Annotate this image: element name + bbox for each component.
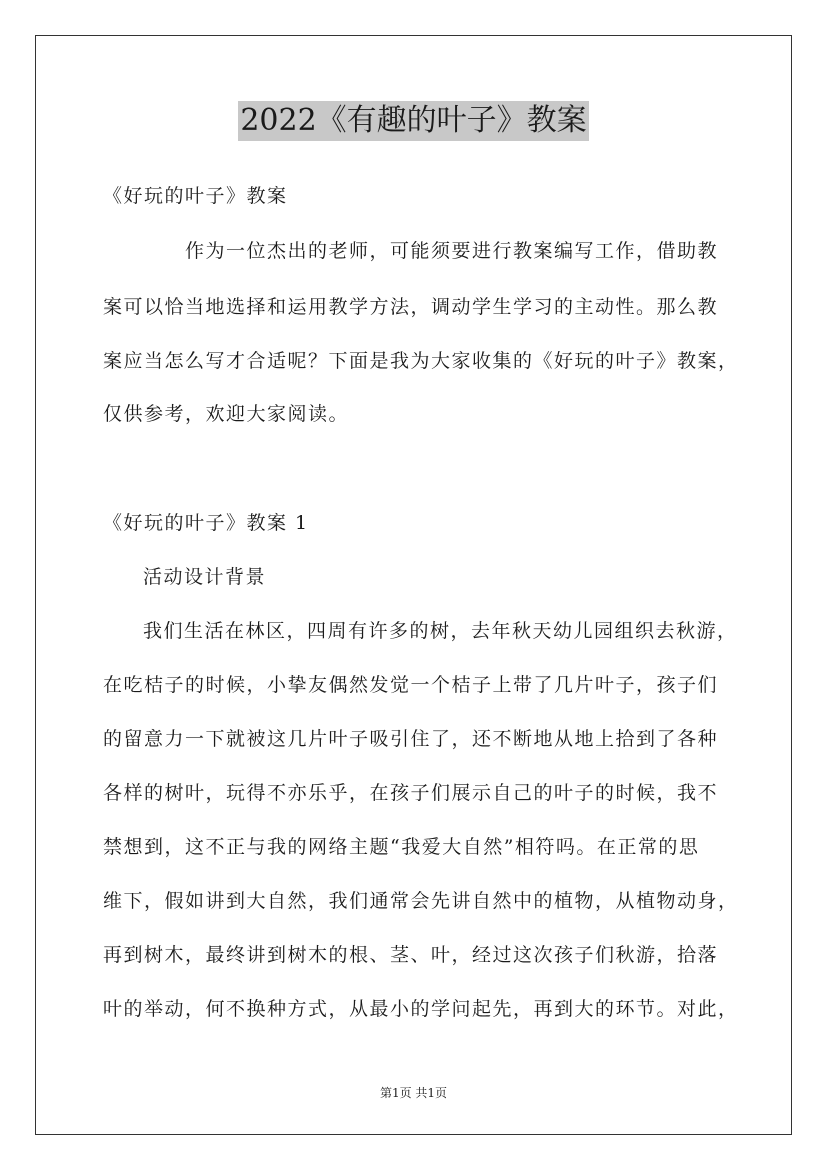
page-footer: 第1页 共1页 <box>379 1086 448 1100</box>
body-line-4: 各样的树叶，玩得不亦乐乎，在孩子们展示自己的叶子的时候，我不 <box>103 782 719 804</box>
body-line-2: 在吃桔子的时候，小挚友偶然发觉一个桔子上带了几片叶子，孩子们 <box>103 674 719 696</box>
body-line-1: 我们生活在林区，四周有许多的树，去年秋天幼儿园组织去秋游， <box>143 620 738 642</box>
intro-line-3: 案应当怎么写才合适呢？下面是我为大家收集的《好玩的叶子》教案， <box>103 350 739 372</box>
body-line-6: 维下，假如讲到大自然，我们通常会先讲自然中的植物，从植物动身， <box>103 890 739 912</box>
body-line-3: 的留意力一下就被这几片叶子吸引住了，还不断地从地上拾到了各种 <box>103 728 719 750</box>
title-container <box>0 101 827 141</box>
intro-line-4: 仅供参考，欢迎大家阅读。 <box>103 403 350 425</box>
section-heading: 《好玩的叶子》教案 1 <box>103 512 309 534</box>
body-line-7: 再到树木，最终讲到树木的根、茎、叶，经过这次孩子们秋游，拾落 <box>103 944 719 966</box>
background-heading: 活动设计背景 <box>143 566 267 588</box>
document-subtitle: 《好玩的叶子》教案 <box>103 185 288 207</box>
intro-line-1: 作为一位杰出的老师，可能须要进行教案编写工作，借助教 <box>185 240 719 262</box>
body-line-8: 叶的举动，何不换种方式，从最小的学问起先，再到大的环节。对此， <box>103 998 739 1020</box>
document-title: 2022《有趣的叶子》教案 <box>238 101 588 141</box>
intro-line-2: 案可以恰当地选择和运用教学方法，调动学生学习的主动性。那么教 <box>103 296 719 318</box>
body-line-5: 禁想到，这不正与我的网络主题“我爱大自然”相符吗。在正常的思 <box>103 836 700 858</box>
